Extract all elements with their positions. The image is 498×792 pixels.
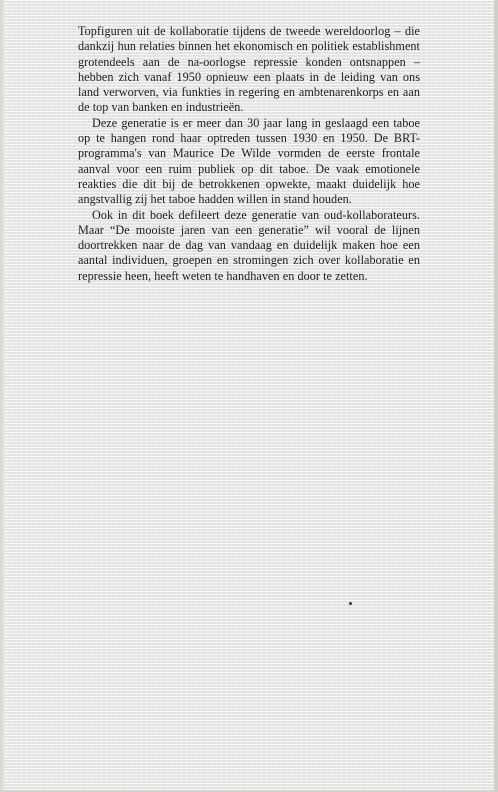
paper-speck	[349, 602, 352, 605]
blurb-paragraph-2: Deze generatie is er meer dan 30 jaar lang in geslaagd een taboe op te hangen rond haar optreden tussen 1930 en 1950. De BRT-programma's van Maurice De Wilde vormden de eerste frontale aanval voor een ruim publiek op dit taboe. De vaak emotionele reakties die dit bij de betrokkenen opwekte, maakt duidelijk hoe angstvallig zij het taboe hadden willen in stand houden.	[78, 115, 420, 207]
blurb-paragraph-3: Ook in dit boek defileert deze generatie van oud-kollaborateurs. Maar “De mooiste jaren van een generatie” wil vooral de lijnen doortrekken naar de dag van vandaag en duidelijk maken hoe een aantal individuen, groepen en stromingen zich over kollaboratie en repressie heen, heeft weten te handhaven en door te zetten.	[78, 207, 420, 283]
blurb-paragraph-1: Topfiguren uit de kollaboratie tijdens de tweede wereldoorlog – die dankzij hun relaties binnen het ekonomisch en politiek establishment grotendeels aan de na-oorlogse repressie konden ontsnappen – hebben zich vanaf 1950 opnieuw een plaats in de leiding van ons land verworven, via funkties in regering en ambtenarenkorps en aan de top van banken en industrieën.	[78, 24, 420, 115]
blurb-text	[78, 24, 420, 284]
